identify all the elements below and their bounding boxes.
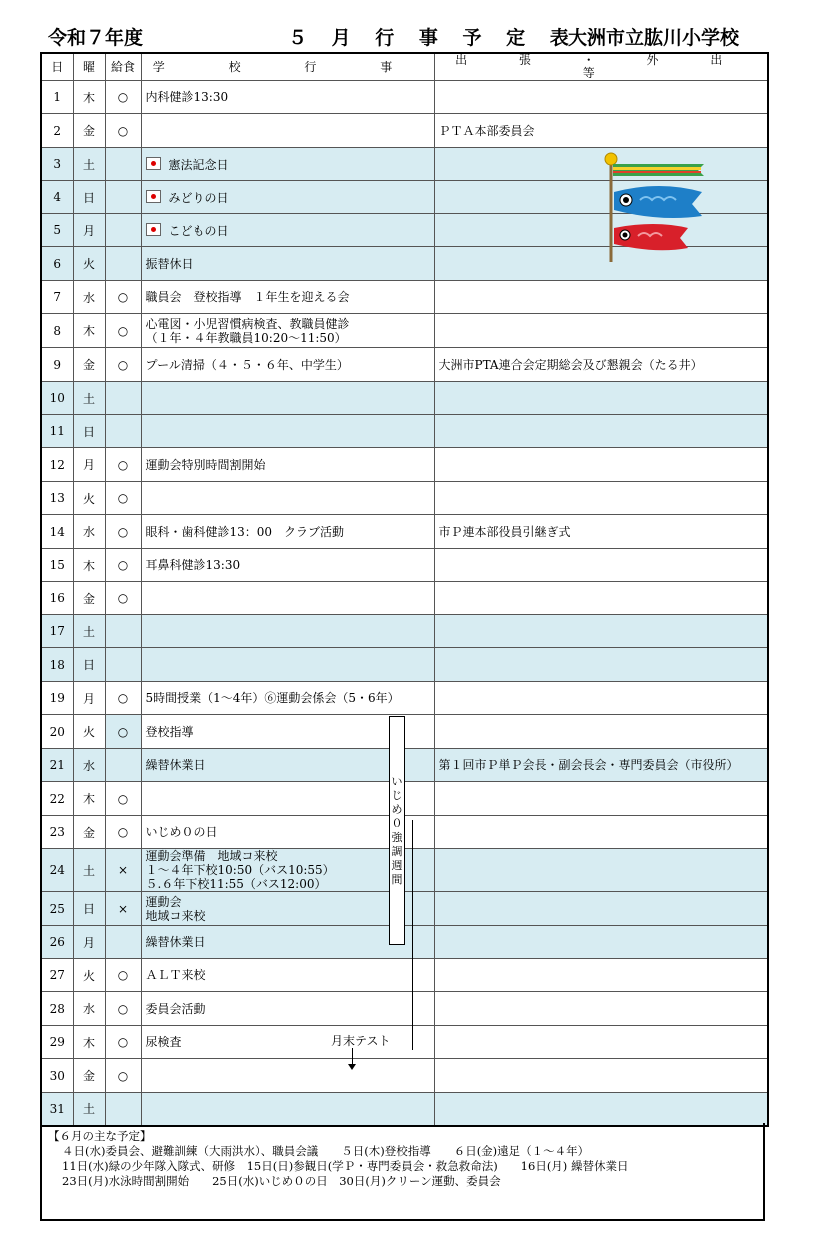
lunch-cell: ○ — [105, 314, 141, 348]
summary-line: 23日(月)水泳時間割開始 25日(水)いじめ０の日 30日(月)クリーン運動、委員会 — [62, 1174, 501, 1188]
day-cell: 9 — [41, 348, 73, 382]
trip-cell — [434, 415, 768, 448]
ijime-char: 強 — [391, 831, 403, 844]
weekday-cell: 木 — [73, 1026, 105, 1059]
trip-cell — [434, 1059, 768, 1093]
ijime-char: 間 — [391, 873, 403, 886]
weekday-cell: 月 — [73, 682, 105, 715]
weekday-cell: 土 — [73, 382, 105, 415]
summary-line: ４日(水)委員会、避難訓練（大雨洪水）、職員会議 ５日(木)登校指導 ６日(金)遠足（１～４年） — [62, 1144, 590, 1158]
table-row — [41, 482, 768, 515]
table-row — [41, 1059, 768, 1093]
koinobori-illustration — [600, 150, 710, 265]
lunch-cell: ○ — [105, 1059, 141, 1093]
lunch-cell: ○ — [105, 114, 141, 148]
event-cell — [141, 247, 434, 281]
event-text: 振替休日 — [145, 256, 194, 271]
ijime-char: じ — [391, 789, 403, 802]
event-text: 運動会準備 地域コ来校 １～４年下校10:50（バス10:55） ５.６年下校11:55（バス12:00） — [145, 849, 335, 891]
test-period-line — [412, 820, 413, 1050]
ijime-zero-week-box — [389, 716, 405, 945]
trip-cell — [434, 582, 768, 615]
weekday-cell: 土 — [73, 849, 105, 892]
trip-cell — [434, 1026, 768, 1059]
event-cell — [141, 181, 434, 214]
day-cell: 4 — [41, 181, 73, 214]
lunch-cell: ○ — [105, 281, 141, 314]
table-row — [41, 615, 768, 648]
weekday-cell: 月 — [73, 214, 105, 247]
ijime-char: い — [391, 775, 403, 788]
event-cell — [141, 415, 434, 448]
event-cell — [141, 549, 434, 582]
day-cell: 30 — [41, 1059, 73, 1093]
lunch-cell: × — [105, 892, 141, 926]
table-row — [41, 281, 768, 314]
day-cell: 1 — [41, 81, 73, 114]
lunch-cell: ○ — [105, 1026, 141, 1059]
day-cell: 21 — [41, 749, 73, 782]
weekday-cell: 水 — [73, 749, 105, 782]
event-cell — [141, 682, 434, 715]
event-text: プール清掃（４・５・６年、中学生） — [145, 357, 349, 372]
weekday-cell: 月 — [73, 926, 105, 959]
weekday-cell: 土 — [73, 615, 105, 648]
event-cell — [141, 959, 434, 992]
trip-cell — [434, 482, 768, 515]
col-trips: 出 張 ・ 外 出 等 — [434, 53, 768, 81]
weekday-cell: 木 — [73, 314, 105, 348]
event-cell — [141, 114, 434, 148]
table-row — [41, 1093, 768, 1126]
day-cell: 31 — [41, 1093, 73, 1126]
col-events: 学 校 行 事 — [141, 53, 434, 81]
ijime-char: め — [391, 803, 403, 816]
trip-cell — [434, 926, 768, 959]
day-cell: 14 — [41, 515, 73, 549]
lunch-cell: ○ — [105, 782, 141, 816]
event-cell — [141, 214, 434, 247]
event-cell — [141, 281, 434, 314]
day-cell: 7 — [41, 281, 73, 314]
lunch-cell — [105, 648, 141, 682]
trip-cell — [434, 816, 768, 849]
day-cell: 24 — [41, 849, 73, 892]
event-text: 眼科・歯科健診13：00 クラブ活動 — [145, 524, 345, 539]
col-lunch: 給食 — [105, 53, 141, 81]
trip-cell — [434, 382, 768, 415]
lunch-cell: ○ — [105, 682, 141, 715]
table-row — [41, 515, 768, 549]
trip-cell — [434, 81, 768, 114]
weekday-cell: 水 — [73, 281, 105, 314]
lunch-cell: ○ — [105, 549, 141, 582]
lunch-cell: ○ — [105, 515, 141, 549]
weekday-cell: 火 — [73, 482, 105, 515]
event-text: 耳鼻科健診13:30 — [145, 558, 241, 572]
event-text: 心電図・小児習慣病検査、教職員健診 （１年・４年教職員10:20～11:50） — [145, 316, 350, 345]
lunch-cell: ○ — [105, 448, 141, 482]
trip-cell — [434, 682, 768, 715]
weekday-cell: 日 — [73, 648, 105, 682]
trip-cell — [434, 992, 768, 1026]
weekday-cell: 木 — [73, 81, 105, 114]
day-cell: 11 — [41, 415, 73, 448]
lunch-cell — [105, 749, 141, 782]
japan-flag-icon — [146, 223, 161, 236]
event-text: みどりの日 — [168, 190, 229, 205]
event-cell — [141, 515, 434, 549]
table-row — [41, 382, 768, 415]
page-title: ５ 月 行 事 予 定 表 — [288, 27, 578, 49]
japan-flag-icon — [146, 190, 161, 203]
ijime-char: 週 — [391, 859, 403, 872]
lunch-cell: ○ — [105, 715, 141, 749]
trip-cell — [434, 648, 768, 682]
event-cell — [141, 1093, 434, 1126]
event-text: 内科健診13:30 — [145, 90, 229, 104]
lunch-cell — [105, 247, 141, 281]
weekday-cell: 金 — [73, 114, 105, 148]
weekday-cell: 火 — [73, 715, 105, 749]
event-text: こどもの日 — [168, 223, 229, 238]
trip-cell: 市Ｐ連本部役員引継ぎ式 — [434, 515, 768, 549]
table-row — [41, 992, 768, 1026]
event-cell — [141, 81, 434, 114]
event-text: 繰替休業日 — [145, 758, 206, 772]
day-cell: 26 — [41, 926, 73, 959]
weekday-cell: 木 — [73, 549, 105, 582]
event-text: 尿検査 — [145, 1035, 182, 1049]
trip-cell: 第１回市Ｐ単Ｐ会長・副会長会・専門委員会（市役所） — [434, 749, 768, 782]
day-cell: 23 — [41, 816, 73, 849]
blue-carp-icon — [614, 186, 702, 218]
day-cell: 10 — [41, 382, 73, 415]
day-cell: 18 — [41, 648, 73, 682]
table-row — [41, 114, 768, 148]
trip-cell — [434, 448, 768, 482]
event-text: 憲法記念日 — [168, 157, 229, 172]
lunch-cell: ○ — [105, 348, 141, 382]
event-text: 登校指導 — [145, 724, 194, 739]
event-cell — [141, 582, 434, 615]
lunch-cell — [105, 214, 141, 247]
day-cell: 28 — [41, 992, 73, 1026]
event-text: ＡＬＴ来校 — [145, 968, 206, 982]
lunch-cell: ○ — [105, 582, 141, 615]
table-row — [41, 648, 768, 682]
lunch-cell — [105, 415, 141, 448]
day-cell: 8 — [41, 314, 73, 348]
table-row — [41, 959, 768, 992]
event-text: 繰替休業日 — [145, 935, 206, 949]
day-cell: 25 — [41, 892, 73, 926]
school-name: 大洲市立肱川小学校 — [568, 27, 740, 49]
ijime-char: ０ — [391, 817, 403, 830]
lunch-cell — [105, 382, 141, 415]
weekday-cell: 火 — [73, 959, 105, 992]
weekday-cell: 水 — [73, 992, 105, 1026]
month-end-test-label: 月末テスト — [331, 1034, 391, 1048]
event-cell — [141, 348, 434, 382]
summary-heading: 【６月の主な予定】 — [48, 1129, 152, 1143]
weekday-cell: 土 — [73, 1093, 105, 1126]
event-cell — [141, 148, 434, 181]
event-text: 委員会活動 — [145, 1001, 206, 1016]
event-cell — [141, 615, 434, 648]
lunch-cell — [105, 615, 141, 648]
event-cell — [141, 448, 434, 482]
event-cell — [141, 992, 434, 1026]
lunch-cell: ○ — [105, 816, 141, 849]
day-cell: 3 — [41, 148, 73, 181]
weekday-cell: 日 — [73, 181, 105, 214]
col-weekday: 曜 — [73, 53, 105, 81]
trip-cell — [434, 281, 768, 314]
lunch-cell: × — [105, 849, 141, 892]
red-carp-icon — [614, 224, 688, 250]
lunch-cell: ○ — [105, 992, 141, 1026]
day-cell: 29 — [41, 1026, 73, 1059]
day-cell: 17 — [41, 615, 73, 648]
event-text: 5時間授業（1～4年）⑥運動会係会（5・6年） — [145, 691, 400, 705]
weekday-cell: 水 — [73, 515, 105, 549]
table-row — [41, 582, 768, 615]
trip-cell — [434, 892, 768, 926]
lunch-cell — [105, 181, 141, 214]
down-arrow-icon — [348, 1064, 356, 1070]
table-row — [41, 314, 768, 348]
event-cell — [141, 648, 434, 682]
day-cell: 16 — [41, 582, 73, 615]
trip-cell: 大洲市PTA連合会定期総会及び懇親会（たる井） — [434, 348, 768, 382]
header-era: 令和７年度 — [48, 27, 144, 49]
weekday-cell: 土 — [73, 148, 105, 181]
trip-cell — [434, 715, 768, 749]
table-row — [41, 415, 768, 448]
weekday-cell: 火 — [73, 247, 105, 281]
lunch-cell: ○ — [105, 482, 141, 515]
trip-cell — [434, 782, 768, 816]
trip-cell — [434, 849, 768, 892]
event-text: 運動会 地域コ来校 — [145, 894, 206, 923]
event-cell — [141, 382, 434, 415]
summary-line: 11日(水)緑の少年隊入隊式、研修 15日(日)参観日(学Ｐ・専門委員会・救急救命法) 16日(月) 繰替休業日 — [62, 1159, 629, 1173]
trip-cell — [434, 959, 768, 992]
weekday-cell: 日 — [73, 415, 105, 448]
table-row — [41, 348, 768, 382]
fukinagashi-streamer-icon — [613, 164, 704, 176]
lunch-cell — [105, 1093, 141, 1126]
weekday-cell: 木 — [73, 782, 105, 816]
weekday-cell: 月 — [73, 448, 105, 482]
table-row — [41, 682, 768, 715]
table-row — [41, 549, 768, 582]
weekday-cell: 金 — [73, 348, 105, 382]
lunch-cell — [105, 148, 141, 181]
event-text: 運動会特別時間割開始 — [145, 457, 266, 472]
june-summary — [40, 1123, 765, 1221]
weekday-cell: 金 — [73, 1059, 105, 1093]
day-cell: 2 — [41, 114, 73, 148]
lunch-cell: ○ — [105, 81, 141, 114]
japan-flag-icon — [146, 157, 161, 170]
col-day: 日 — [41, 53, 73, 81]
weekday-cell: 日 — [73, 892, 105, 926]
day-cell: 20 — [41, 715, 73, 749]
day-cell: 19 — [41, 682, 73, 715]
day-cell: 27 — [41, 959, 73, 992]
table-row — [41, 81, 768, 114]
lunch-cell — [105, 926, 141, 959]
trip-cell: ＰＴＡ本部委員会 — [434, 114, 768, 148]
trip-cell — [434, 1093, 768, 1126]
day-cell: 5 — [41, 214, 73, 247]
table-row — [41, 1026, 768, 1059]
event-text: 職員会 登校指導 １年生を迎える会 — [145, 290, 350, 304]
trip-cell — [434, 314, 768, 348]
event-cell — [141, 1059, 434, 1093]
event-cell — [141, 482, 434, 515]
weekday-cell: 金 — [73, 816, 105, 849]
day-cell: 15 — [41, 549, 73, 582]
day-cell: 13 — [41, 482, 73, 515]
table-header-row — [41, 53, 768, 81]
weekday-cell: 金 — [73, 582, 105, 615]
day-cell: 12 — [41, 448, 73, 482]
day-cell: 6 — [41, 247, 73, 281]
ijime-char: 調 — [391, 845, 403, 858]
event-text: いじめ０の日 — [145, 825, 218, 839]
trip-cell — [434, 549, 768, 582]
event-cell — [141, 314, 434, 348]
table-row — [41, 448, 768, 482]
lunch-cell: ○ — [105, 959, 141, 992]
trip-cell — [434, 615, 768, 648]
day-cell: 22 — [41, 782, 73, 816]
